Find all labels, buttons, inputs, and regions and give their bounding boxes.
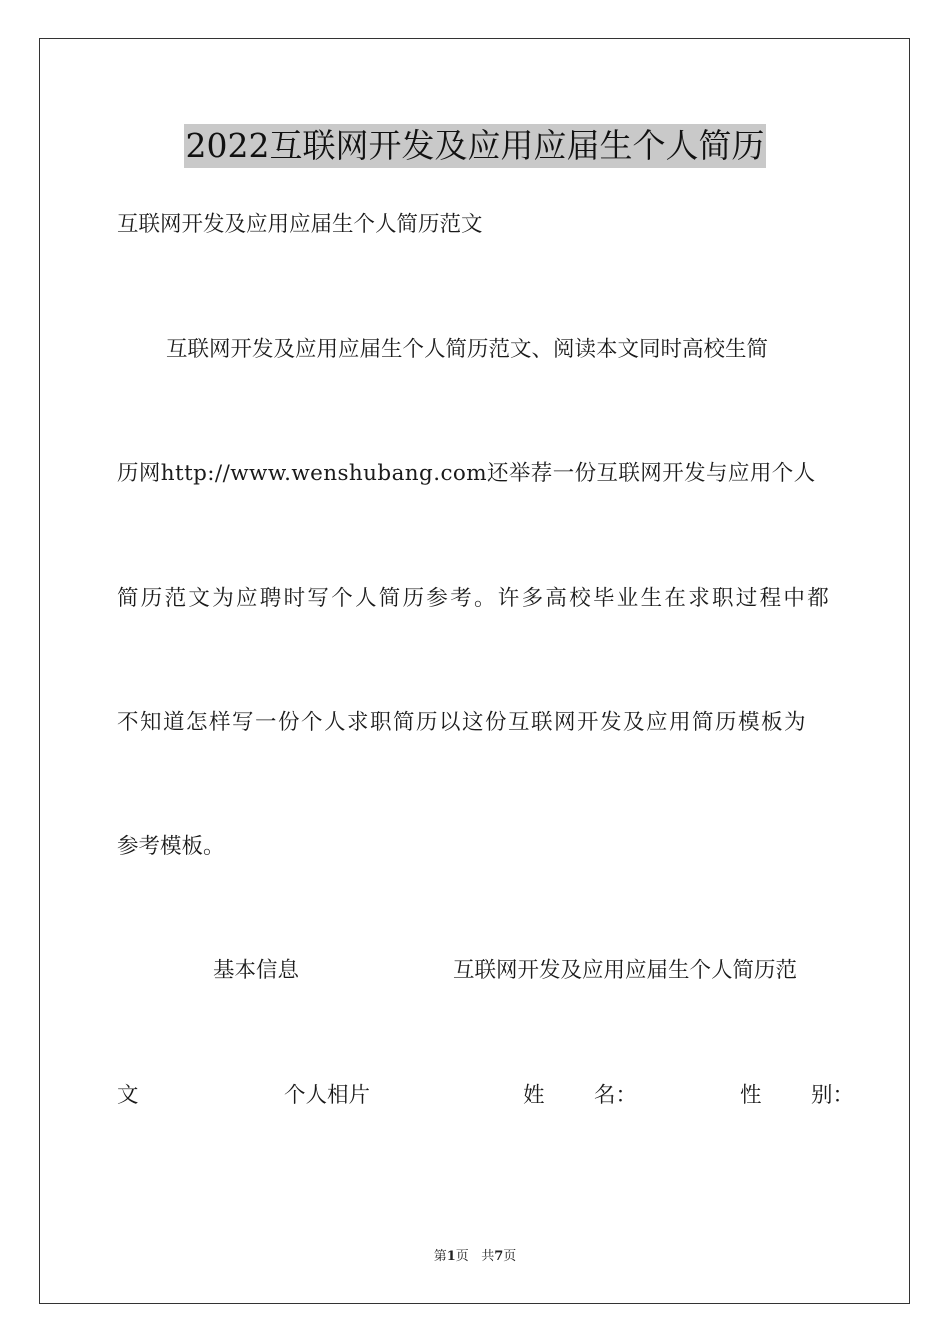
footer-page-total: 7	[494, 1249, 504, 1264]
footer-page-mid: 页	[455, 1249, 469, 1264]
footer-total-prefix: 共	[481, 1249, 495, 1264]
gender-label-part2: 别：	[811, 1083, 855, 1108]
paragraph-line-4: 不知道怎样写一份个人求职简历以这份互联网开发及应用简历模板为	[117, 710, 808, 735]
gender-label-part1: 性	[740, 1083, 762, 1108]
basic-info-value: 互联网开发及应用应届生个人简历范	[453, 958, 798, 983]
footer-page-prefix: 第	[433, 1249, 447, 1264]
footer-total-suffix: 页	[503, 1249, 517, 1264]
page-footer	[0, 1248, 950, 1266]
footer-page-current: 1	[446, 1249, 456, 1264]
paragraph-line-2: 历网http://www.wenshubang.com还举荐一份互联网开发与应用个人	[117, 461, 816, 486]
name-label-part2: 名：	[594, 1083, 638, 1108]
basic-info-label: 基本信息	[213, 958, 300, 983]
title-container	[0, 124, 950, 168]
paragraph-line-3: 简历范文为应聘时写个人简历参考。许多高校毕业生在求职过程中都	[117, 586, 832, 611]
document-title: 2022互联网开发及应用应届生个人简历	[184, 124, 767, 168]
paragraph-line-5: 参考模板。	[117, 834, 225, 859]
name-label-part1: 姓	[523, 1083, 545, 1108]
paragraph-line-1: 互联网开发及应用应届生个人简历范文、阅读本文同时高校生简	[166, 337, 769, 362]
info-row-continuation: 文	[117, 1083, 139, 1108]
photo-label: 个人相片	[284, 1083, 371, 1108]
document-subtitle: 互联网开发及应用应届生个人简历范文	[117, 212, 483, 237]
